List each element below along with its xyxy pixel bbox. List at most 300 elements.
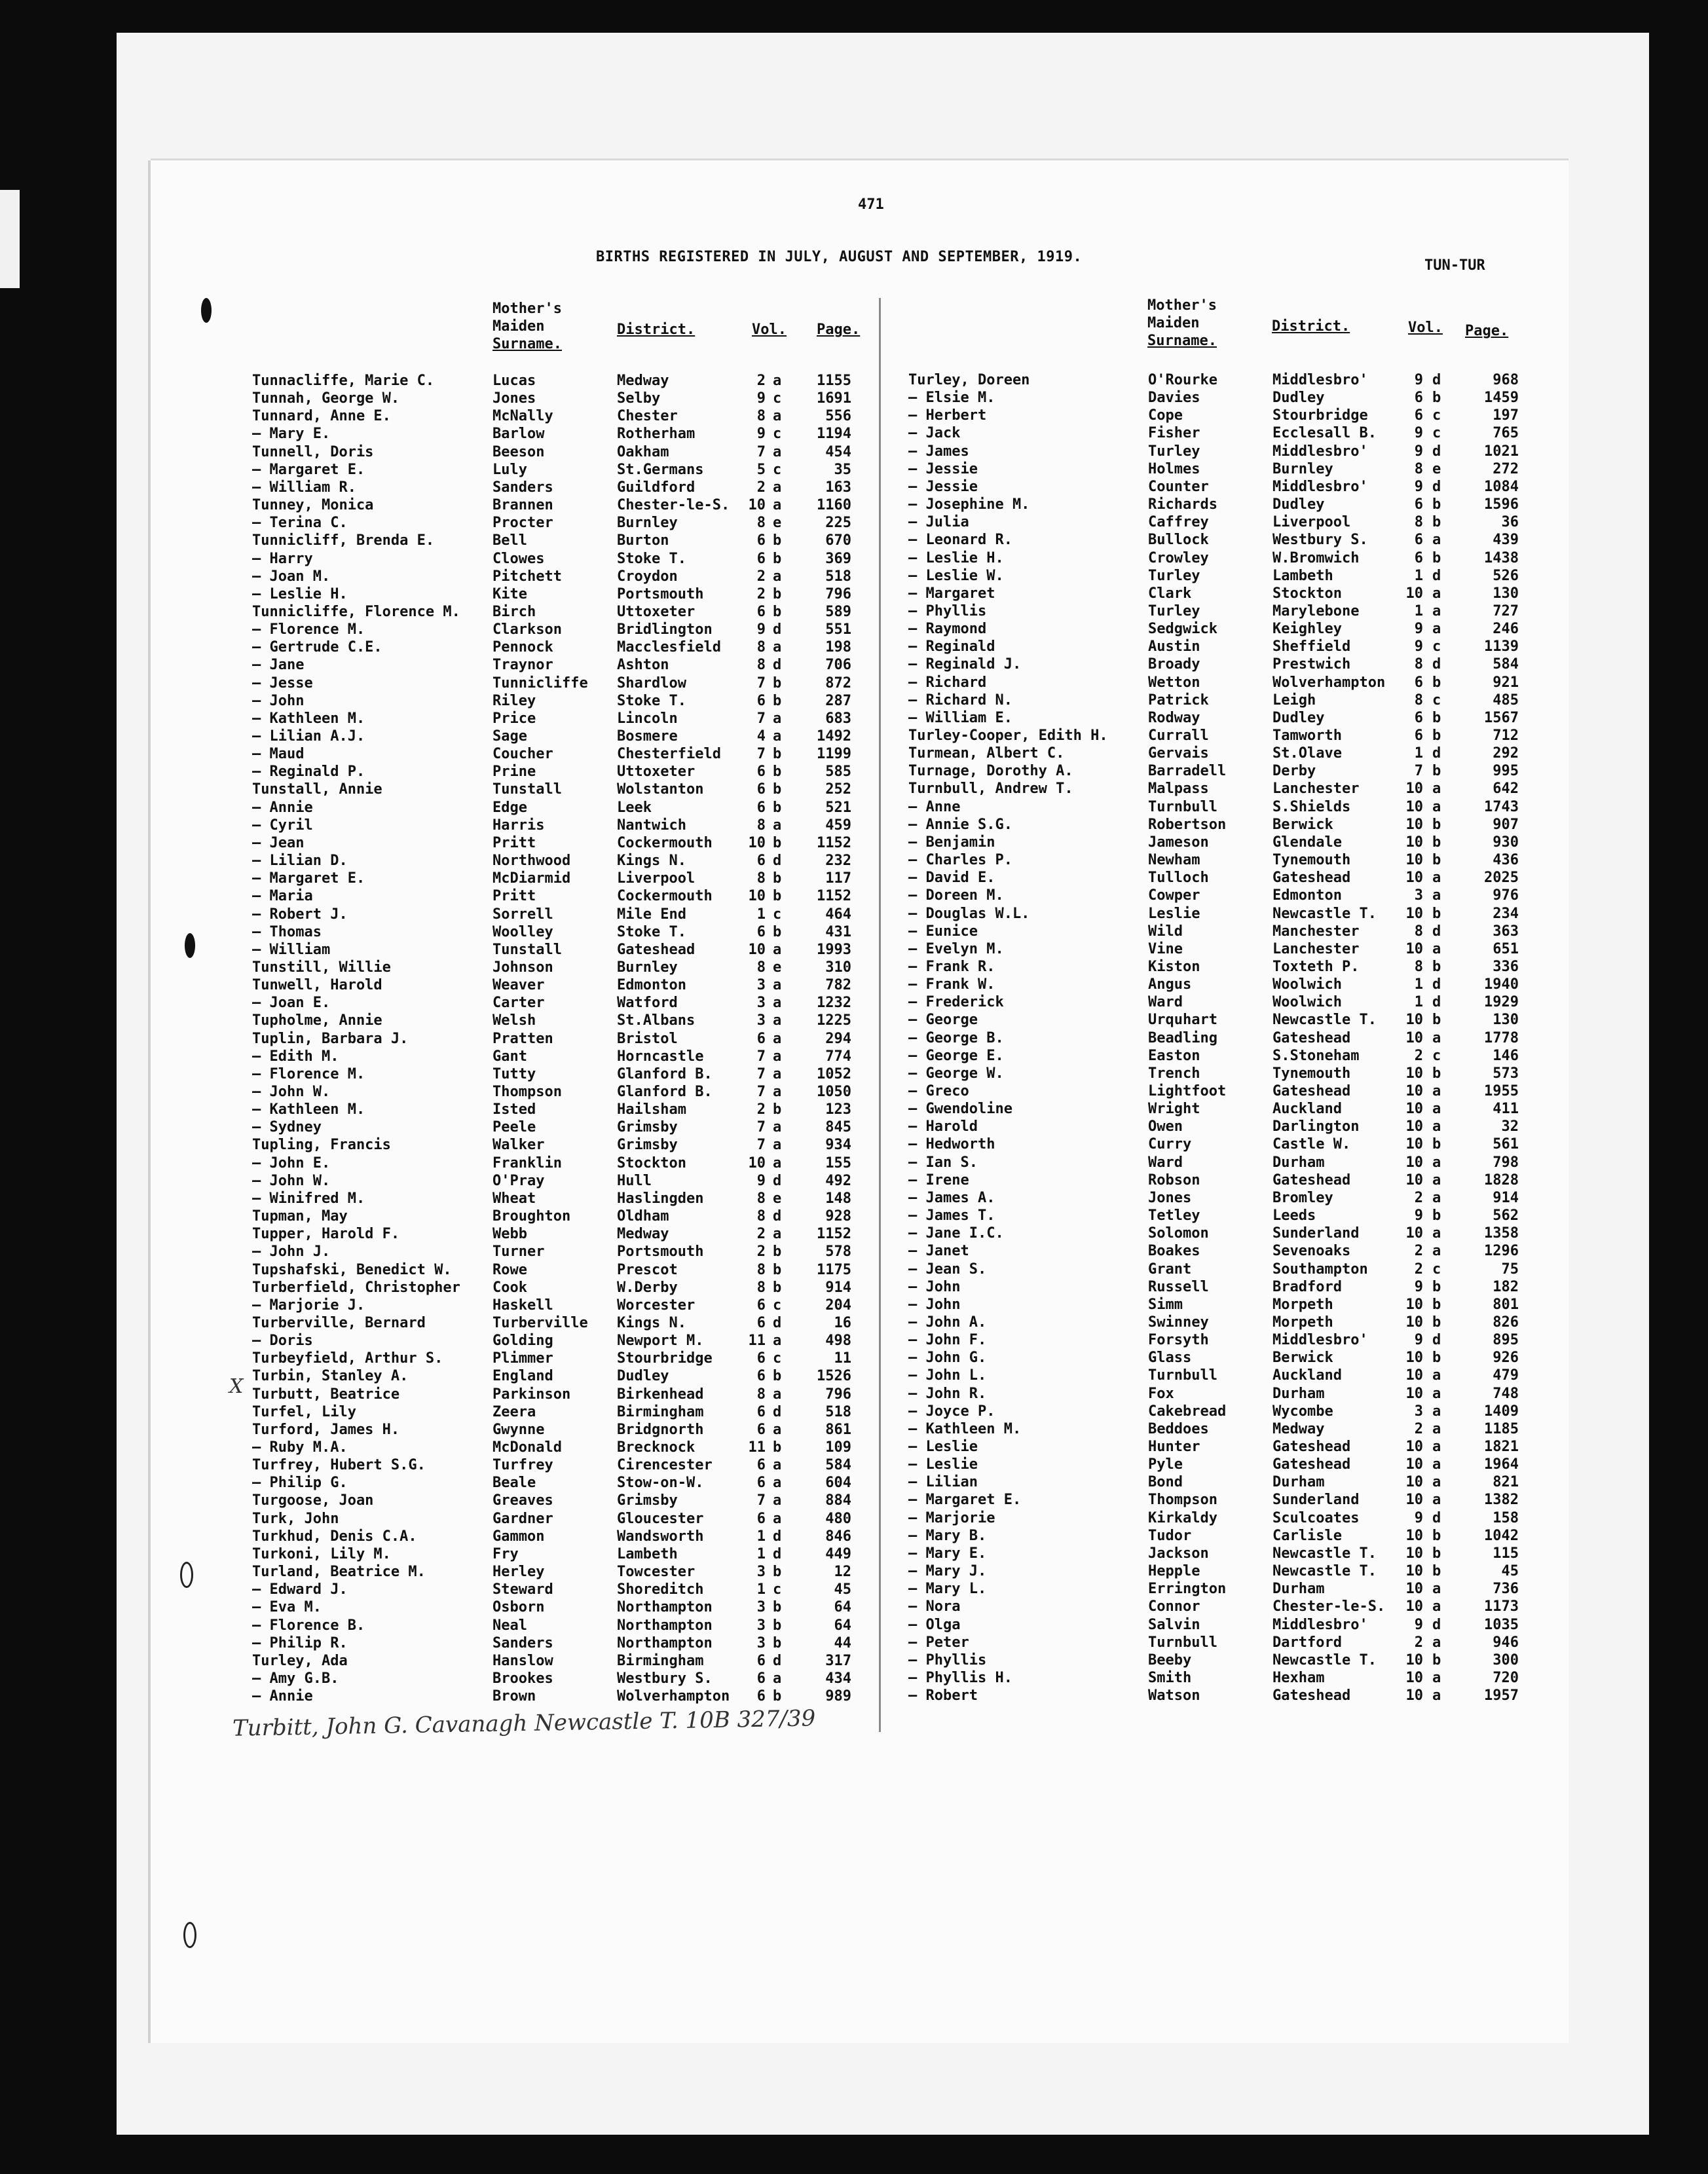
page-ref: 683 [825, 710, 851, 727]
mother-maiden-surname: Wetton [1148, 674, 1200, 691]
entry-name: — Leslie H. [252, 585, 348, 602]
volume-letter: b [1432, 852, 1441, 869]
district: Middlesbro' [1272, 1616, 1368, 1633]
volume-number: 10 [748, 834, 766, 851]
page-ref: 642 [1493, 781, 1519, 798]
district: Croydon [617, 568, 678, 585]
district: Stourbridge [617, 1350, 713, 1367]
entry-row [908, 940, 1519, 958]
mother-maiden-surname: England [492, 1368, 553, 1385]
mother-maiden-surname: Salvin [1148, 1616, 1200, 1633]
entry-name: — Winifred M. [252, 1190, 365, 1207]
entry-name: — Josephine M. [908, 496, 1030, 513]
volume-letter: a [1432, 887, 1441, 904]
volume-number: 6 [756, 1403, 766, 1420]
entry-name: — John E. [252, 1154, 331, 1171]
entry-row [252, 1048, 881, 1065]
district: Woolwich [1272, 994, 1342, 1011]
mother-maiden-surname: McDonald [492, 1439, 562, 1456]
entry-row [908, 1349, 1519, 1367]
entry-row [908, 1527, 1519, 1545]
entry-row [252, 568, 881, 585]
entry-name: — Phyllis [908, 1651, 987, 1668]
mother-maiden-surname: Austin [1148, 638, 1200, 655]
mother-maiden-surname: Wheat [492, 1190, 536, 1207]
entry-name: — George W. [908, 1065, 1004, 1082]
volume-number: 10 [1405, 1314, 1423, 1331]
entry-row [252, 1225, 881, 1243]
volume-number: 6 [756, 1652, 766, 1669]
entry-row [252, 1456, 881, 1474]
entry-name: — Mary L. [908, 1581, 987, 1598]
page-ref: 1084 [1484, 478, 1519, 495]
entry-row [252, 1030, 881, 1048]
volume-letter: b [773, 888, 782, 905]
district: Glanford B. [617, 1065, 713, 1082]
entry-row [252, 514, 881, 532]
entry-name: — Lilian D. [252, 853, 348, 870]
volume-letter: b [1432, 1545, 1441, 1562]
page-ref: 492 [825, 1172, 851, 1189]
district: Prestwich [1272, 656, 1351, 673]
entry-row [908, 816, 1519, 834]
entry-name: — Gertrude C.E. [252, 639, 382, 656]
page-ref: 464 [825, 906, 851, 923]
page-ref: 604 [825, 1475, 851, 1492]
page-ref: 1152 [817, 834, 851, 851]
page-ref: 310 [825, 959, 851, 976]
volume-number: 3 [756, 1599, 766, 1616]
volume-letter: b [1432, 1065, 1441, 1082]
page-header: Page. [817, 322, 861, 338]
volume-number: 3 [756, 1012, 766, 1029]
entry-name: Tupling, Francis [252, 1137, 391, 1154]
volume-letter: d [773, 1545, 782, 1562]
volume-letter: a [773, 710, 782, 727]
district-header: District. [1272, 318, 1350, 335]
page-ref: 670 [825, 532, 851, 549]
mother-maiden-surname: Walker [492, 1137, 545, 1154]
volume-letter: b [1432, 763, 1441, 780]
mother-maiden-surname: Grant [1148, 1261, 1192, 1278]
entry-name: Turley, Doreen [908, 372, 1030, 388]
entry-row [252, 585, 881, 603]
mother-maiden-surname: Gwynne [492, 1421, 545, 1438]
entry-name: — Lilian A.J. [252, 728, 365, 745]
volume-letter: a [773, 1030, 782, 1047]
volume-number: 10 [748, 888, 766, 905]
volume-number: 10 [1405, 1350, 1423, 1367]
entry-row [252, 550, 881, 568]
page-ref: 796 [825, 1386, 851, 1403]
entry-name: — Maria [252, 888, 313, 905]
mother-maiden-surname: Pritt [492, 834, 536, 851]
district: Oakham [617, 443, 669, 460]
entry-name: — Margaret E. [908, 1492, 1022, 1509]
district: Dudley [1272, 390, 1325, 407]
district: Cirencester [617, 1457, 713, 1474]
mother-maiden-surname: Hepple [1148, 1563, 1200, 1580]
district: Tynemouth [1272, 852, 1351, 869]
entry-row [908, 745, 1519, 762]
volume-letter: b [1432, 816, 1441, 833]
entry-name: — Phyllis [908, 602, 987, 619]
entry-name: — John J. [252, 1244, 331, 1261]
volume-letter: a [1432, 1581, 1441, 1598]
mother-maiden-surname: Jameson [1148, 834, 1209, 851]
entry-row [908, 1331, 1519, 1349]
district: Leek [617, 799, 652, 816]
volume-letter: b [773, 870, 782, 887]
district: Ecclesall B. [1272, 425, 1377, 442]
volume-letter: b [773, 1244, 782, 1261]
entry-row [908, 1473, 1519, 1491]
volume-letter: a [773, 1137, 782, 1154]
volume-letter: b [773, 1101, 782, 1118]
entry-name: — Hedworth [908, 1136, 995, 1153]
page-ref: 292 [1493, 745, 1519, 762]
page-ref: 431 [825, 923, 851, 940]
entry-name: — Charles P. [908, 852, 1012, 869]
entry-name: — Jean S. [908, 1261, 987, 1278]
entry-row [908, 905, 1519, 923]
district: Derby [1272, 763, 1316, 780]
mother-maiden-surname: Gardner [492, 1510, 553, 1527]
mother-maiden-surname: Parkinson [492, 1386, 571, 1403]
volume-number: 7 [756, 1084, 766, 1100]
entry-name: Tunnell, Doris [252, 443, 374, 460]
district: Gateshead [1272, 1083, 1351, 1099]
page-header: Page. [1465, 323, 1509, 339]
volume-number: 6 [756, 1368, 766, 1385]
volume-number: 9 [1414, 478, 1423, 495]
entry-name: — Edward J. [252, 1581, 348, 1598]
page-ref: 1459 [1484, 390, 1519, 407]
entry-row [252, 1190, 881, 1207]
entry-row [908, 674, 1519, 691]
district: Durham [1272, 1154, 1325, 1171]
mother-maiden-surname: Wild [1148, 923, 1183, 940]
volume-number: 6 [756, 923, 766, 940]
volume-letter: c [1432, 638, 1441, 655]
volume-letter: a [1432, 1189, 1441, 1206]
mother-maiden-surname: Herley [492, 1564, 545, 1581]
mother-maiden-surname: Coucher [492, 746, 553, 763]
volume-letter: d [1432, 994, 1441, 1011]
mother-maiden-surname: Bond [1148, 1474, 1183, 1491]
volume-number: 6 [1414, 496, 1423, 513]
district: Shardlow [617, 674, 686, 691]
entry-name: — Gwendoline [908, 1101, 1012, 1118]
page-ref: 130 [1493, 1012, 1519, 1029]
volume-number: 6 [756, 1314, 766, 1331]
entry-name: Turnage, Dorothy A. [908, 763, 1073, 780]
entry-name: — Julia [908, 514, 969, 531]
district: Horncastle [617, 1048, 704, 1065]
mother-maiden-surname: Tunstall [492, 941, 562, 958]
mother-maiden-surname: Barlow [492, 426, 545, 443]
entry-name: — Leslie [908, 1456, 978, 1473]
entry-row [908, 993, 1519, 1011]
volume-letter: c [773, 1297, 782, 1314]
volume-letter: a [1432, 1403, 1441, 1420]
page-ref: 479 [1493, 1367, 1519, 1384]
entry-name: — Maud [252, 746, 305, 763]
volume-number: 10 [1405, 1012, 1423, 1029]
entry-row [908, 1598, 1519, 1615]
volume-number: 10 [1405, 1651, 1423, 1668]
page-ref: 1778 [1484, 1029, 1519, 1046]
entry-name: Turley, Ada [252, 1652, 348, 1669]
entry-row [252, 728, 881, 745]
page-ref: 518 [825, 568, 851, 585]
entry-row [908, 1562, 1519, 1580]
district: Hailsham [617, 1101, 686, 1118]
page-ref: 204 [825, 1297, 851, 1314]
volume-letter: b [1432, 1278, 1441, 1295]
volume-letter: a [773, 1119, 782, 1136]
mother-maiden-surname: Swinney [1148, 1314, 1209, 1331]
volume-letter: a [1432, 1474, 1441, 1491]
entry-name: — John A. [908, 1314, 987, 1331]
district: Chester [617, 408, 678, 425]
entry-row [908, 1580, 1519, 1598]
entry-row [908, 424, 1519, 442]
volume-number: 10 [1405, 1101, 1423, 1118]
entry-name: — Olga [908, 1616, 961, 1633]
entry-row [252, 1350, 881, 1367]
entry-row [252, 1279, 881, 1297]
entry-row [252, 372, 881, 390]
page-ref: 1050 [817, 1084, 851, 1100]
entry-row [252, 710, 881, 728]
mother-maiden-surname: Sanders [492, 479, 553, 496]
mother-surname-header: Mother's Maiden Surname. [492, 301, 562, 352]
entry-row [252, 621, 881, 638]
page-number: 471 [858, 196, 884, 213]
mother-maiden-surname: Edge [492, 799, 527, 816]
page-ref: 526 [1493, 567, 1519, 584]
entry-name: — Eunice [908, 923, 978, 940]
entry-name: — Mary J. [908, 1563, 987, 1580]
page-ref: 1152 [817, 888, 851, 905]
mother-maiden-surname: Rowe [492, 1261, 527, 1278]
mother-maiden-surname: Lucas [492, 373, 536, 389]
page-ref: 748 [1493, 1385, 1519, 1402]
entry-row [252, 1332, 881, 1350]
entry-name: — Florence M. [252, 1065, 365, 1082]
volume-number: 10 [1405, 1171, 1423, 1188]
volume-letter: b [773, 923, 782, 940]
entry-name: — William E. [908, 709, 1012, 726]
volume-number: 1 [1414, 567, 1423, 584]
volume-letter: d [773, 1172, 782, 1189]
entry-name: — Cyril [252, 817, 313, 834]
mother-maiden-surname: Webb [492, 1226, 527, 1243]
entry-name: — Jessie [908, 478, 978, 495]
volume-number: 1 [756, 906, 766, 923]
mother-maiden-surname: Isted [492, 1101, 536, 1118]
volume-number: 10 [1405, 781, 1423, 798]
page-ref: 454 [825, 443, 851, 460]
district: Sculcoates [1272, 1509, 1360, 1526]
volume-letter: b [1432, 549, 1441, 566]
volume-number: 5 [756, 461, 766, 478]
entry-row [252, 834, 881, 852]
volume-number: 6 [756, 532, 766, 549]
volume-number: 6 [1414, 549, 1423, 566]
volume-number: 7 [756, 1492, 766, 1509]
district: Wolverhampton [617, 1688, 730, 1705]
mother-maiden-surname: Cook [492, 1279, 527, 1296]
volume-letter: a [773, 639, 782, 656]
mother-maiden-surname: Errington [1148, 1581, 1227, 1598]
district: Toxteth P. [1272, 958, 1360, 975]
entry-row [908, 549, 1519, 567]
entry-row [908, 1651, 1519, 1669]
district: Glanford B. [617, 1084, 713, 1100]
volume-number: 6 [756, 799, 766, 816]
page-ref: 1940 [1484, 976, 1519, 993]
district: Darlington [1272, 1118, 1360, 1135]
volume-letter: d [1432, 976, 1441, 993]
district: Middlesbro' [1272, 478, 1368, 495]
entry-row [908, 443, 1519, 460]
volume-letter: a [1432, 1243, 1441, 1260]
mother-maiden-surname: McDiarmid [492, 870, 571, 887]
volume-number: 10 [1405, 1598, 1423, 1615]
page-ref: 518 [825, 1403, 851, 1420]
mother-maiden-surname: Birch [492, 603, 536, 620]
entry-name: Turberfield, Christopher [252, 1279, 460, 1296]
page-ref: 1492 [817, 728, 851, 745]
volume-letter: a [1432, 621, 1441, 638]
mother-maiden-surname: O'Rourke [1148, 372, 1217, 388]
volume-letter: b [1432, 496, 1441, 513]
volume-number: 9 [1414, 1509, 1423, 1526]
page-ref: 480 [825, 1510, 851, 1527]
district: Stourbridge [1272, 407, 1368, 424]
district: Grimsby [617, 1492, 678, 1509]
district: Gateshead [1272, 1029, 1351, 1046]
entry-row [252, 1581, 881, 1598]
volume-number: 6 [756, 1688, 766, 1705]
mother-maiden-surname: Davies [1148, 390, 1200, 407]
volume-number: 2 [756, 373, 766, 389]
entry-row [252, 994, 881, 1012]
volume-letter: b [773, 532, 782, 549]
volume-letter: e [1432, 460, 1441, 477]
page-ref: 921 [1493, 674, 1519, 691]
mother-maiden-surname: Carter [492, 995, 545, 1012]
volume-letter: b [773, 746, 782, 763]
district: St.Olave [1272, 745, 1342, 762]
volume-number: 10 [1405, 1154, 1423, 1171]
entry-row [908, 1065, 1519, 1082]
entry-row [252, 923, 881, 941]
volume-letter: a [1432, 1669, 1441, 1686]
mother-maiden-surname: Traynor [492, 657, 553, 674]
volume-letter: b [1432, 390, 1441, 407]
entry-name: — Marjorie J. [252, 1297, 365, 1314]
page-ref: 155 [825, 1154, 851, 1171]
district: Berwick [1272, 816, 1333, 833]
entry-name: — Benjamin [908, 834, 995, 851]
volume-number: 2 [756, 585, 766, 602]
entry-name: — Reginald [908, 638, 995, 655]
volume-number: 6 [1414, 728, 1423, 744]
entry-row [252, 1136, 881, 1154]
entry-row [908, 585, 1519, 602]
volume-letter: a [773, 1386, 782, 1403]
volume-letter: a [773, 373, 782, 389]
district: Shoreditch [617, 1581, 704, 1598]
volume-number: 7 [756, 1065, 766, 1082]
volume-letter: b [1432, 834, 1441, 851]
volume-number: 9 [1414, 1332, 1423, 1349]
volume-number: 3 [756, 1564, 766, 1581]
volume-number: 10 [1405, 905, 1423, 922]
district: Carlisle [1272, 1527, 1342, 1544]
entry-row [908, 620, 1519, 638]
mother-maiden-surname: Tunstall [492, 781, 562, 798]
mother-maiden-surname: Peele [492, 1119, 536, 1136]
binder-hole [185, 933, 195, 958]
volume-number: 10 [1405, 1118, 1423, 1135]
volume-letter: c [1432, 691, 1441, 709]
volume-number: 10 [1405, 1669, 1423, 1686]
volume-number: 3 [756, 1634, 766, 1651]
entry-name: Turkoni, Lily M. [252, 1545, 391, 1562]
mother-maiden-surname: Clarkson [492, 621, 562, 638]
district: Lambeth [1272, 567, 1333, 584]
page-ref: 123 [825, 1101, 851, 1118]
volume-letter: c [1432, 407, 1441, 424]
volume-number: 8 [756, 408, 766, 425]
mother-maiden-surname: McNally [492, 408, 553, 425]
district: Wandsworth [617, 1528, 704, 1545]
volume-number: 6 [1414, 407, 1423, 424]
mother-maiden-surname: Prine [492, 764, 536, 781]
page-ref: 246 [1493, 621, 1519, 638]
district: Gateshead [1272, 1171, 1351, 1188]
volume-letter: a [773, 1457, 782, 1474]
volume-number: 1 [756, 1545, 766, 1562]
entry-row [908, 1385, 1519, 1403]
entry-name: — Marjorie [908, 1509, 995, 1526]
entry-row [908, 1456, 1519, 1473]
entry-name: — Nora [908, 1598, 961, 1615]
page-ref: 1021 [1484, 443, 1519, 460]
district: Brecknock [617, 1439, 696, 1456]
volume-number: 6 [1414, 532, 1423, 549]
entry-row [252, 799, 881, 817]
mother-maiden-surname: Pennock [492, 639, 553, 656]
volume-number: 8 [756, 1279, 766, 1296]
volume-number: 9 [1414, 638, 1423, 655]
district: Oldham [617, 1208, 669, 1225]
entry-name: — Reginald J. [908, 656, 1022, 673]
page-ref: 182 [1493, 1278, 1519, 1295]
page-ref: 225 [825, 515, 851, 532]
entry-row [908, 371, 1519, 389]
volume-letter: b [773, 674, 782, 691]
volume-letter: a [1432, 1083, 1441, 1099]
volume-letter: a [1432, 532, 1441, 549]
entry-name: — Eva M. [252, 1599, 322, 1616]
entry-row [908, 869, 1519, 887]
volume-number: 10 [1405, 1296, 1423, 1313]
